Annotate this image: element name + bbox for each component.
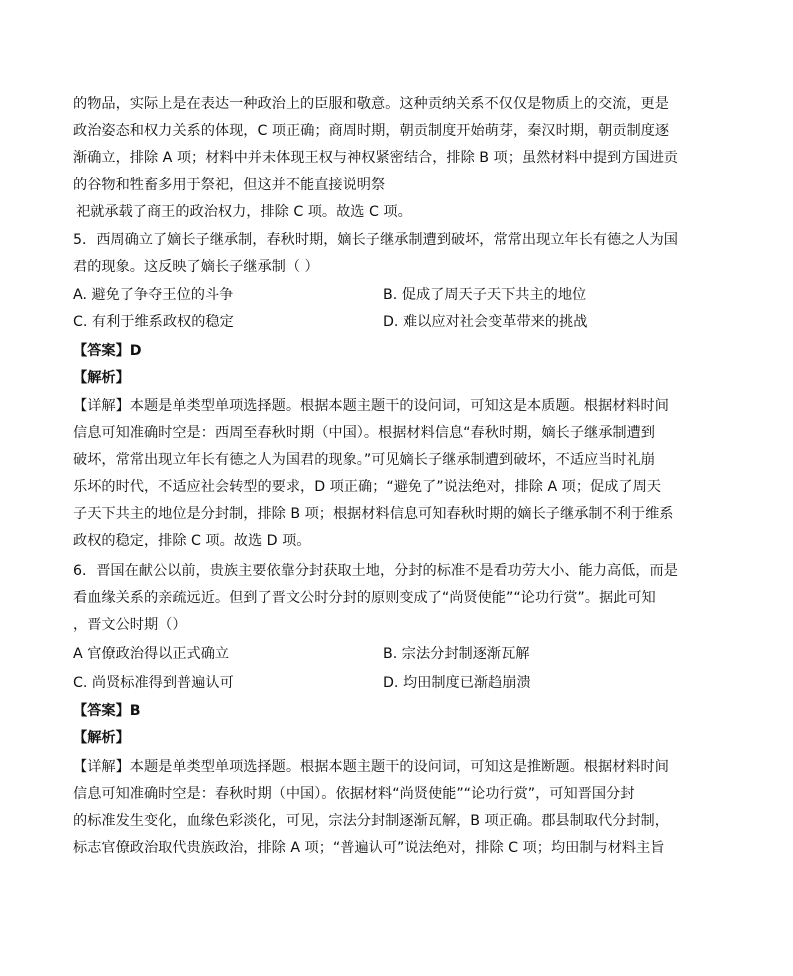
question-6-analysis-label: 【解析】 — [73, 730, 130, 746]
question-6-stem: ，晋文公时期（） — [73, 617, 187, 633]
prev-explanation-line: 祀就承载了商王的政治权力，排除 C 项。故选 C 项。 — [76, 204, 412, 220]
question-6-stem: 6．晋国在献公以前，贵族主要依靠分封获取土地，分封的标准不是看功劳大小、能力高低，而是 — [73, 563, 678, 579]
question-5-detail-line: 破坏，常常出现立年长有德之人为国君的现象。”可见嫡长子继承制遭到破坏，不适应当时礼崩 — [73, 452, 655, 468]
question-5-option-c: C. 有利于维系政权的稳定 — [73, 314, 234, 330]
question-5-option-d: D. 难以应对社会变革带来的挑战 — [383, 314, 588, 330]
question-6-option-b: B. 宗法分封制逐渐瓦解 — [383, 646, 530, 662]
question-5-stem: 5．西周确立了嫡长子继承制，春秋时期，嫡长子继承制遭到破坏，常常出现立年长有德之人为国 — [73, 232, 678, 248]
question-5-detail-line: 子天下共主的地位是分封制，排除 B 项；根据材料信息可知春秋时期的嫡长子继承制不利于维系 — [73, 506, 674, 522]
question-6-answer: 【答案】B — [73, 703, 141, 719]
question-5-option-a: A. 避免了争夺王位的斗争 — [73, 287, 234, 303]
question-5-detail-line: 信息可知准确时空是：西周至春秋时期（中国）。根据材料信息“春秋时期，嫡长子继承制遭到 — [73, 425, 655, 441]
question-5-detail-line: 政权的稳定，排除 C 项。故选 D 项。 — [73, 533, 311, 549]
question-6-detail-line: 【详解】本题是单类型单项选择题。根据本题主题干的设问词，可知这是推断题。根据材料时间 — [73, 759, 669, 775]
question-5-stem: 君的现象。这反映了嫡长子继承制（ ） — [73, 259, 319, 275]
question-6-detail-line: 的标准发生变化，血缘色彩淡化，可见，宗法分封制逐渐瓦解，B 项正确。郡县制取代分封制， — [73, 813, 669, 829]
question-6-option-c: C. 尚贤标准得到普遍认可 — [73, 675, 234, 691]
question-6-detail-line: 标志官僚政治取代贵族政治，排除 A 项；“普遍认可”说法绝对，排除 C 项；均田制与材料主旨 — [73, 840, 665, 856]
prev-explanation-line: 的物品，实际上是在表达一种政治上的臣服和敬意。这种贡纳关系不仅仅是物质上的交流，更是 — [73, 96, 669, 112]
question-5-detail-line: 【详解】本题是单类型单项选择题。根据本题主题干的设问词，可知这是本质题。根据材料时间 — [73, 398, 669, 414]
question-5-analysis-label: 【解析】 — [73, 370, 130, 386]
question-6-detail-line: 信息可知准确时空是：春秋时期（中国）。依据材料“尚贤使能”“论功行赏”，可知晋国分封 — [73, 786, 635, 802]
prev-explanation-line: 渐确立，排除 A 项；材料中并未体现王权与神权紧密结合，排除 B 项；虽然材料中提到方国进贡 — [73, 150, 678, 166]
question-5-detail-line: 乐坏的时代，不适应社会转型的要求，D 项正确；“避免了”说法绝对，排除 A 项；促成了周天 — [73, 479, 661, 495]
prev-explanation-line: 的谷物和牲畜多用于祭祀，但这并不能直接说明祭 — [73, 177, 386, 193]
prev-explanation-line: 政治姿态和权力关系的体现，C 项正确；商周时期，朝贡制度开始萌芽，秦汉时期，朝贡制度逐 — [73, 123, 670, 139]
question-6-option-a: A 官僚政治得以正式确立 — [73, 646, 230, 662]
question-6-stem: 看血缘关系的亲疏远近。但到了晋文公时分封的原则变成了“尚贤使能”“论功行赏”。据此可知 — [73, 590, 656, 606]
question-5-answer: 【答案】D — [73, 343, 142, 359]
question-5-option-b: B. 促成了周天子天下共主的地位 — [383, 287, 587, 303]
question-6-option-d: D. 均田制度已渐趋崩溃 — [383, 675, 531, 691]
